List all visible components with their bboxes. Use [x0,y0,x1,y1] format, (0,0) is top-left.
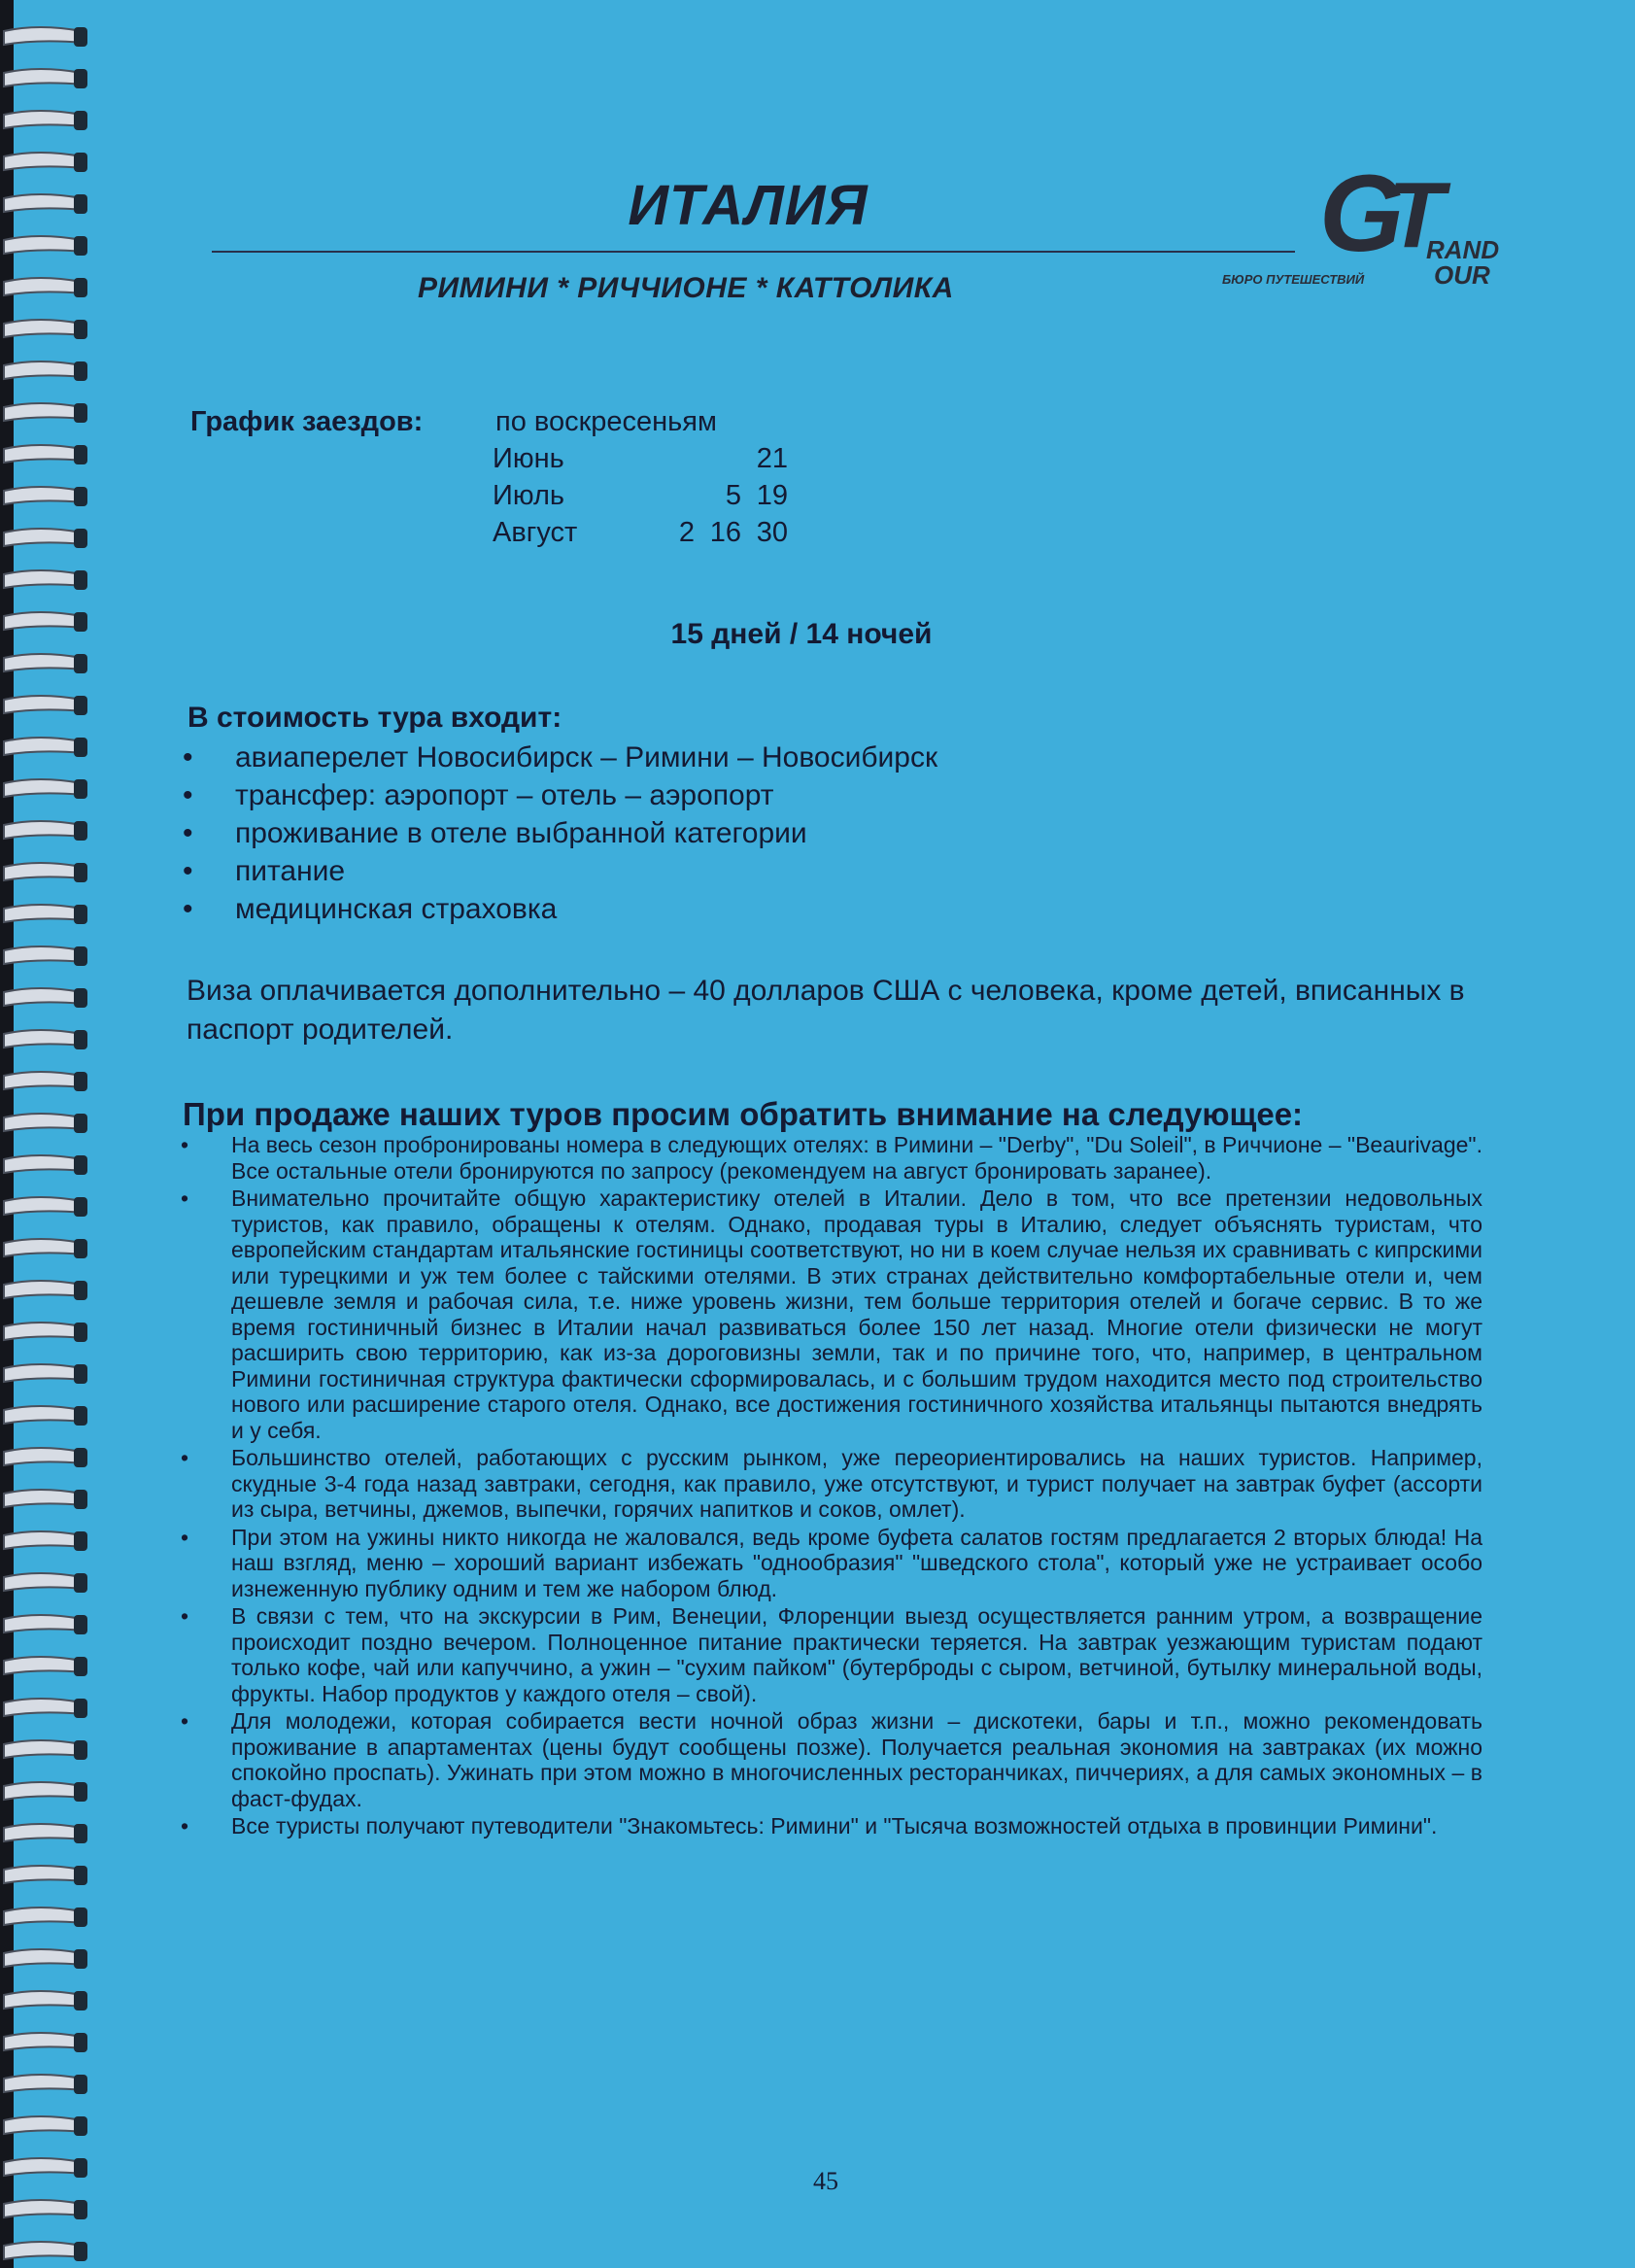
includes-heading: В стоимость тура входит: [187,702,562,734]
logo-word-top: RAND [1426,235,1500,264]
logo-word-bottom: OUR [1434,260,1490,290]
page-title: ИТАЛИЯ [628,174,869,237]
schedule-row-august [493,517,788,549]
tour-duration: 15 дней / 14 ночей [670,618,933,650]
schedule-day: 30 [756,517,788,548]
list-item: • авиаперелет Новосибирск – Римини – Новосибирск [183,739,937,776]
list-item: • Для молодежи, которая собирается вести ночной образ жизни – дискотеки, бары и т.п., можно рекомендовать проживание в апартаментах (цены будут сообщены позже). Получается реальная экономия на завтраках (их можно спокойно проспать). Ужинать при этом можно в многочисленных ресторанчиках, пиччериях, а для самых экономных – в фаст-фудах. [181,1708,1482,1811]
visa-note: Виза оплачивается дополнительно – 40 долларов США с человека, кроме детей, вписанных в паспорт родителей. [187,975,1465,1046]
page-number: 45 [813,2167,838,2195]
schedule-day: 5 [725,480,741,511]
logo-letter-g: G [1319,153,1405,274]
schedule-day: 21 [756,443,788,474]
resorts-subtitle: РИМИНИ * РИЧЧИОНЕ * КАТТОЛИКА [418,272,954,304]
includes-list [183,739,937,928]
schedule-month: Август [493,517,578,548]
schedule-row-july [493,480,788,512]
schedule-day: 19 [756,480,788,511]
schedule-month: Июнь [493,443,564,474]
schedule-month: Июль [493,480,564,511]
grand-tour-logo [1214,146,1506,301]
logo-letter-t: T [1387,163,1445,267]
list-item: • При этом на ужины никто никогда не жаловался, ведь кроме буфета салатов гостям предлагается 2 вторых блюда! На наш взгляд, меню – хороший вариант избежать "однообразия" "шведского стола", который уже не устраивает особо изнеженную публику одним и тем же набором блюд. [181,1525,1482,1602]
schedule-rule: по воскресеньям [495,406,717,437]
notes-heading: При продаже наших туров просим обратить внимание на следующее: [183,1096,1304,1132]
schedule-label: График заездов: [190,406,424,437]
list-item: • В связи с тем, что на экскурсии в Рим, Венеции, Флоренции выезд осуществляется ранним утром, а возвращение происходит поздно вечером. Полноценное питание практически теряется. На завтрак уезжающим туристам подают только кофе, чай или капуччино, а ужин – "сухим пайком" (бутерброды с сыром, ветчиной, бутылку минеральной воды, фрукты. Набор продуктов у каждого отеля – свой). [181,1603,1482,1706]
list-item: • трансфер: аэропорт – отель – аэропорт [183,776,937,814]
schedule-day: 16 [709,517,741,548]
logo-caption: БЮРО ПУТЕШЕСТВИЙ [1222,272,1365,287]
list-item: • питание [183,852,937,890]
list-item: • Все туристы получают путеводители "Знакомьтесь: Римини" и "Тысяча возможностей отдыха в провинции Римини". [181,1813,1482,1839]
schedule-day: 2 [678,517,695,548]
notes-list [181,1132,1482,1841]
schedule-row-june [493,443,788,475]
list-item: • медицинская страховка [183,890,937,928]
title-rule [212,251,1295,253]
list-item: • Большинство отелей, работающих с русским рынком, уже переориентировались на наших туристов. Например, скудные 3-4 года назад завтраки, сегодня, как правило, уже отсутствуют, и турист получает на завтрак буфет (ассорти из сыра, ветчины, джемов, выпечки, горячих напитков и соков, омлет). [181,1445,1482,1523]
list-item: • проживание в отеле выбранной категории [183,814,937,852]
list-item: • Внимательно прочитайте общую характеристику отелей в Италии. Дело в том, что все претензии недовольных туристов, как правило, обращены к отелям. Однако, продавая туры в Италию, следует объяснять туристам, что европейским стандартам итальянские гостиницы соответствуют, но ни в коем случае нельзя их сравнивать с кипрскими или турецкими и уж тем более с тайскими отелями. В этих странах действительно комфортабельные отели и, чем дешевле земля и рабочая сила, т.е. ниже уровень жизни, тем больше территория отелей и богаче сервис. В то же время гостиничный бизнес в Италии начал развиваться более 150 лет назад. Многие отели физически не могут расширить свою территорию, как из-за дороговизны земли, так и по причине того, что, например, в центральном Римини гостиничная структура фактически сформировалась, и с большим трудом находится место под строительство нового или расширение старого отеля. Однако, все достижения гостиничного хозяйства итальянцы пытаются внедрять и у себя. [181,1186,1482,1443]
list-item: • На весь сезон пробронированы номера в следующих отелях: в Римини – "Derby", "Du Soleil", в Риччионе – "Beaurivage". Все остальные отели бронируются по запросу (рекомендуем на август бронировать заранее). [181,1132,1482,1184]
